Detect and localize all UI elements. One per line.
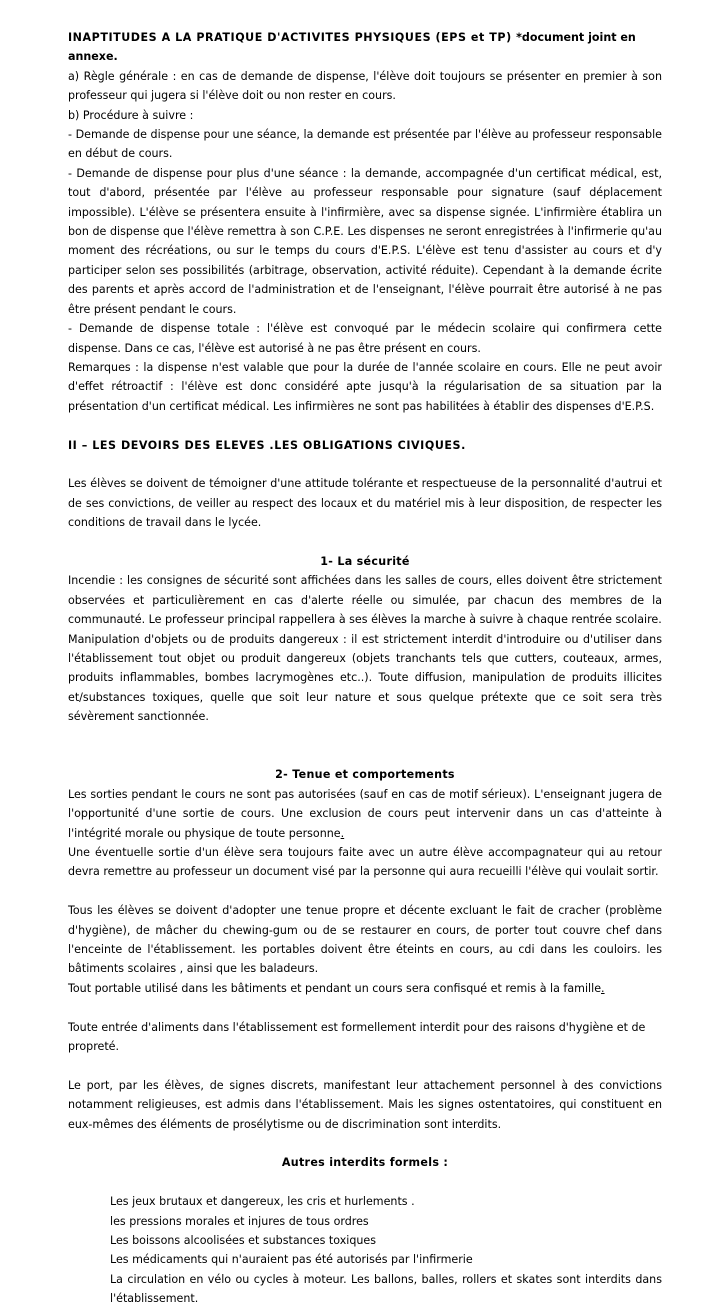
spacer [68, 1056, 662, 1075]
paragraph-devoirs-eleves: Les élèves se doivent de témoigner d'une attitude tolérante et respectueuse de la personnalité d'autrui et de ses convictions, de veiller au respect des locaux et du matériel mis à leur disposition, de respecter les conditions de travail dans le lycée. [68, 477, 662, 530]
list-item: les pressions morales et injures de tous ordres [110, 1214, 369, 1228]
spacer [68, 455, 662, 474]
paragraph-sorties-pendant-cours [68, 785, 662, 843]
paragraph-regle-generale: a) Règle générale : en cas de demande de dispense, l'élève doit toujours se présenter en premier à son professeur qui jugera si l'élève doit ou non rester en cours. [68, 69, 662, 103]
paragraph-incendie: Incendie : les consignes de sécurité sont affichées dans les salles de cours, elles doivent être strictement observées et particulièrement en cas d'alerte réelle ou simulée, par chacun des membres de la communauté. Le professeur principal rappellera à ses élèves la marche à suivre à chaque rentrée scolaire. [68, 574, 662, 627]
paragraph-sortie-eventuelle: Une éventuelle sortie d'un élève sera toujours faite avec un autre élève accompagnateur qui au retour devra remettre au professeur un document visé par la personne qui aura recueilli l'élève qui voulait sortir. [68, 845, 662, 879]
paragraph-dispense-plusieurs-seances: - Demande de dispense pour plus d'une séance : la demande, accompagnée d'un certificat médical, est, tout d'abord, présentée par l'élève au professeur responsable pour signature (sauf déplacement impossible). L'élève se présentera ensuite à l'infirmière, avec sa dispense signée. L'infirmière établira un bon de dispense que l'élève remettra à son C.P.E. Les dispenses ne seront enregistrées à l'infirmerie qu'au moment des récréations, ou sur le temps du cours d'E.P.S. L'élève est tenu d'assister au cours et d'y participer selon ses possibilités (arbitrage, observation, activité réduite). Cependant à la demande écrite des parents et après accord de l'administration et de l'enseignant, l'élève pourrait être autorisé à ne pas être présent pendant le cours. [68, 166, 662, 316]
document-title-annex: *document joint en annexe. [68, 31, 636, 64]
paragraph-procedure: b) Procédure à suivre : [68, 108, 194, 122]
list-item: La circulation en vélo ou cycles à moteur. Les ballons, balles, rollers et skates sont interdits dans l'établissement. [110, 1272, 662, 1306]
document-body [68, 28, 662, 1309]
paragraph-portable-confisque [68, 979, 662, 998]
spacer [68, 416, 662, 435]
paragraph-sorties-underlined: . [340, 826, 345, 840]
list-interdits-formels [110, 1192, 662, 1308]
paragraph-remarques: Remarques : la dispense n'est valable que pour la durée de l'année scolaire en cours. Elle ne peut avoir d'effet rétroactif : l'élève est donc considéré apte jusqu'à la régularisation de sa situation par la présentation d'un certificat médical. Les infirmières ne sont pas habilitées à établir des dispenses d'E.P.S. [68, 360, 662, 413]
spacer [68, 746, 662, 765]
document-title-main: INAPTITUDES A LA PRATIQUE D'ACTIVITES PHYSIQUES (EPS et TP) [68, 31, 517, 44]
paragraph-manipulation-objets: Manipulation d'objets ou de produits dangereux : il est strictement interdit d'introduire ou d'utiliser dans l'établissement tout objet ou produit dangereux (objets tranchants tels que cutters, couteaux, armes, produits inflammables, bombes lacrymogènes etc..). Toute diffusion, manipulation de produits illicites et/substances toxiques, quelle que soit leur nature et sous quelque prétexte que ce soit sera très sévèrement sanctionnée. [68, 632, 662, 724]
spacer [68, 533, 662, 552]
heading-1-la-securite: 1- La sécurité [320, 554, 410, 568]
spacer [68, 1173, 662, 1192]
list-item: Les médicaments qui n'auraient pas été autorisés par l'infirmerie [110, 1253, 473, 1267]
heading-2-tenue-comportements: 2- Tenue et comportements [275, 768, 455, 782]
paragraph-signes-religieux: Le port, par les élèves, de signes discrets, manifestant leur attachement personnel à des convictions notamment religieuses, est admis dans l'établissement. Mais les signes ostentatoires, qui constituent en eux-mêmes des éléments de prosélytisme ou de discrimination sont interdits. [68, 1078, 662, 1131]
paragraph-dispense-une-seance: - Demande de dispense pour une séance, la demande est présentée par l'élève au professeur responsable en début de cours. [68, 128, 662, 161]
paragraph-dispense-totale: - Demande de dispense totale : l'élève est convoqué par le médecin scolaire qui confirmera cette dispense. Dans ce cas, l'élève est autorisé à ne pas être présent en cours. [68, 322, 662, 355]
spacer [68, 998, 662, 1017]
document-title [68, 28, 662, 67]
list-item: Les boissons alcoolisées et substances toxiques [110, 1234, 377, 1248]
paragraph-portable-underlined: . [601, 981, 605, 995]
spacer [68, 1134, 662, 1153]
heading-autres-interdits: Autres interdits formels : [281, 1156, 449, 1170]
paragraph-aliments: Toute entrée d'aliments dans l'établissement est formellement interdit pour des raisons d'hygiène et de propreté. [68, 1020, 646, 1054]
heading-section-ii: II – LES DEVOIRS DES ELEVES .LES OBLIGATIONS CIVIQUES. [68, 438, 466, 452]
spacer [68, 727, 662, 746]
list-item: Les jeux brutaux et dangereux, les cris et hurlements . [110, 1195, 415, 1209]
paragraph-tenue-decente: Tous les élèves se doivent d'adopter une tenue propre et décente excluant le fait de cracher (problème d'hygiène), de mâcher du chewing-gum ou de se restaurer en cours, de porter tout couvre chef dans l'enceinte de l'établissement. les portables doivent être éteints en cours, au cdi dans les couloirs. les bâtiments scolaires , ainsi que les baladeurs. [68, 904, 662, 976]
spacer [68, 882, 662, 901]
paragraph-portable-text: Tout portable utilisé dans les bâtiments et pendant un cours sera confisqué et remis à la famille [68, 981, 602, 995]
paragraph-sorties-text: Les sorties pendant le cours ne sont pas autorisées (sauf en cas de motif sérieux). L'enseignant jugera de l'opportunité d'une sortie de cours. Une exclusion de cours peut intervenir dans un cas d'atteinte à l'intégrité morale ou physique de toute personne [68, 787, 662, 840]
